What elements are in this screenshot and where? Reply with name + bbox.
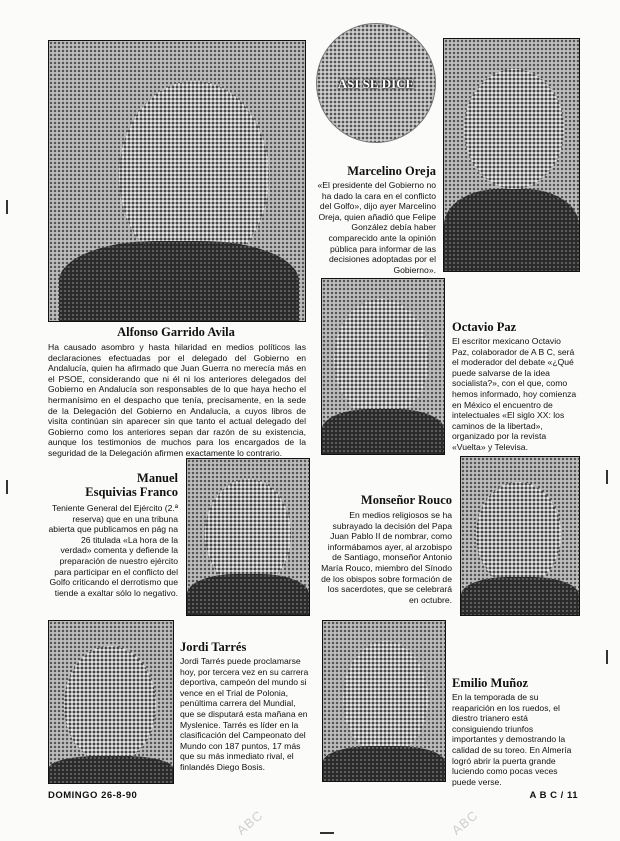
registration-mark — [6, 200, 8, 214]
watermark: ABC — [233, 807, 267, 838]
name-oreja: Marcelino Oreja — [347, 164, 436, 178]
text-paz: El escritor mexicano Octavio Paz, colaborador de A B C, será el moderador del debate «¿Qué puede salvarse de la idea socialista?», con el que, como hemos informado, hoy comienza en México el encuentro de intelectuales «El siglo XX: los caminos de la libertad», organizado por la revista «Vuelta» y Televisa. — [452, 336, 577, 452]
text-esquivias: Teniente General del Ejército (2.ª reserva) que en una tribuna abierta que publicamos en pág na 26 titulada «La hora de la verdad» comenta y defiende la preparación de nuestro ejército para participar en el conflicto del Golfo criticando el derrotismo que tiende a exaltar sólo lo negativo. — [48, 503, 178, 598]
name-tarres: Jordi Tarrés — [180, 640, 247, 654]
photo-munoz — [322, 620, 446, 782]
text-garrido: Ha causado asombro y hasta hilaridad en medios políticos las declaraciones efectuadas por el delegado del Gobierno en Andalucía, quien ha afirmado que Juan Guerra no merecía más en el PSOE, considerando que ni él ni los anteriores delegados del Gobierno en Andalucía son responsables de lo que haya hecho el hermanísimo en el despacho que tenía, precisamente, en la sede de la Delegación del Gobierno en Andalucía, a cuyos libros de visita continúan sin aparecer sin que tanto el actual delegado del Gobierno como los anteriores sepan dar razón de su existencia, aunque los testimonios de muchos para los encargados de la seguridad de la Delegación afirmen exactamente lo contrario. — [48, 342, 306, 458]
watermark: ABC — [448, 807, 482, 838]
photo-paz — [321, 278, 445, 455]
registration-mark — [606, 650, 608, 664]
photo-rouco — [460, 456, 580, 616]
footer-page: A B C / 11 — [529, 790, 578, 801]
name-paz: Octavio Paz — [452, 320, 517, 334]
photo-esquivias — [186, 458, 310, 616]
registration-mark — [606, 470, 608, 484]
name-esquivias-line2: Esquivias Franco — [85, 485, 178, 499]
registration-mark — [6, 480, 8, 494]
text-munoz: En la temporada de su reaparición en los ruedos, el diestro trianero está consiguiendo triunfos importantes y demostrando la calidad de su toreo. En Almería logró abrir la puerta grande luciendo como pocas veces puede verse. — [452, 692, 572, 787]
registration-mark — [320, 832, 334, 834]
section-seal — [316, 23, 436, 143]
name-rouco: Monseñor Rouco — [360, 493, 452, 507]
name-munoz: Emilio Muñoz — [452, 676, 529, 690]
seal-text: ASI SE DICE — [337, 75, 415, 91]
photo-oreja — [443, 38, 580, 272]
footer-date: DOMINGO 26-8-90 — [48, 790, 138, 801]
name-garrido: Alfonso Garrido Avila — [117, 325, 235, 339]
text-tarres: Jordi Tarrés puede proclamarse hoy, por tercera vez en su carrera deportiva, campeón del mundo si vence en el Trial de Polonia, penúltima carrera del Mundial, que se disputará esta mañana en Myslenice. Tarrés es líder en la clasificación del Campeonato del Mundo con 187 puntos, 17 más que su más inmediato rival, el finlandés Diego Bosis. — [180, 656, 309, 772]
photo-garrido — [48, 40, 306, 322]
text-rouco: En medios religiosos se ha subrayado la decisión del Papa Juan Pablo II de nombrar, como informábamos ayer, al arzobispo de Santiago, monseñor Antonio María Rouco, miembro del Sínodo de los obispos sobre formación de los sacerdotes, que se celebrará en octubre. — [321, 510, 452, 605]
name-esquivias-line1: Manuel — [137, 471, 178, 485]
photo-tarres — [48, 620, 174, 784]
text-oreja: «El presidente del Gobierno no ha dado la cara en el conflicto del Golfo», dijo ayer Marcelino Oreja, quien añadió que Felipe González debía haber comparecido ante la opinión pública para informar de las decisiones adoptadas por el Gobierno». — [317, 180, 436, 275]
